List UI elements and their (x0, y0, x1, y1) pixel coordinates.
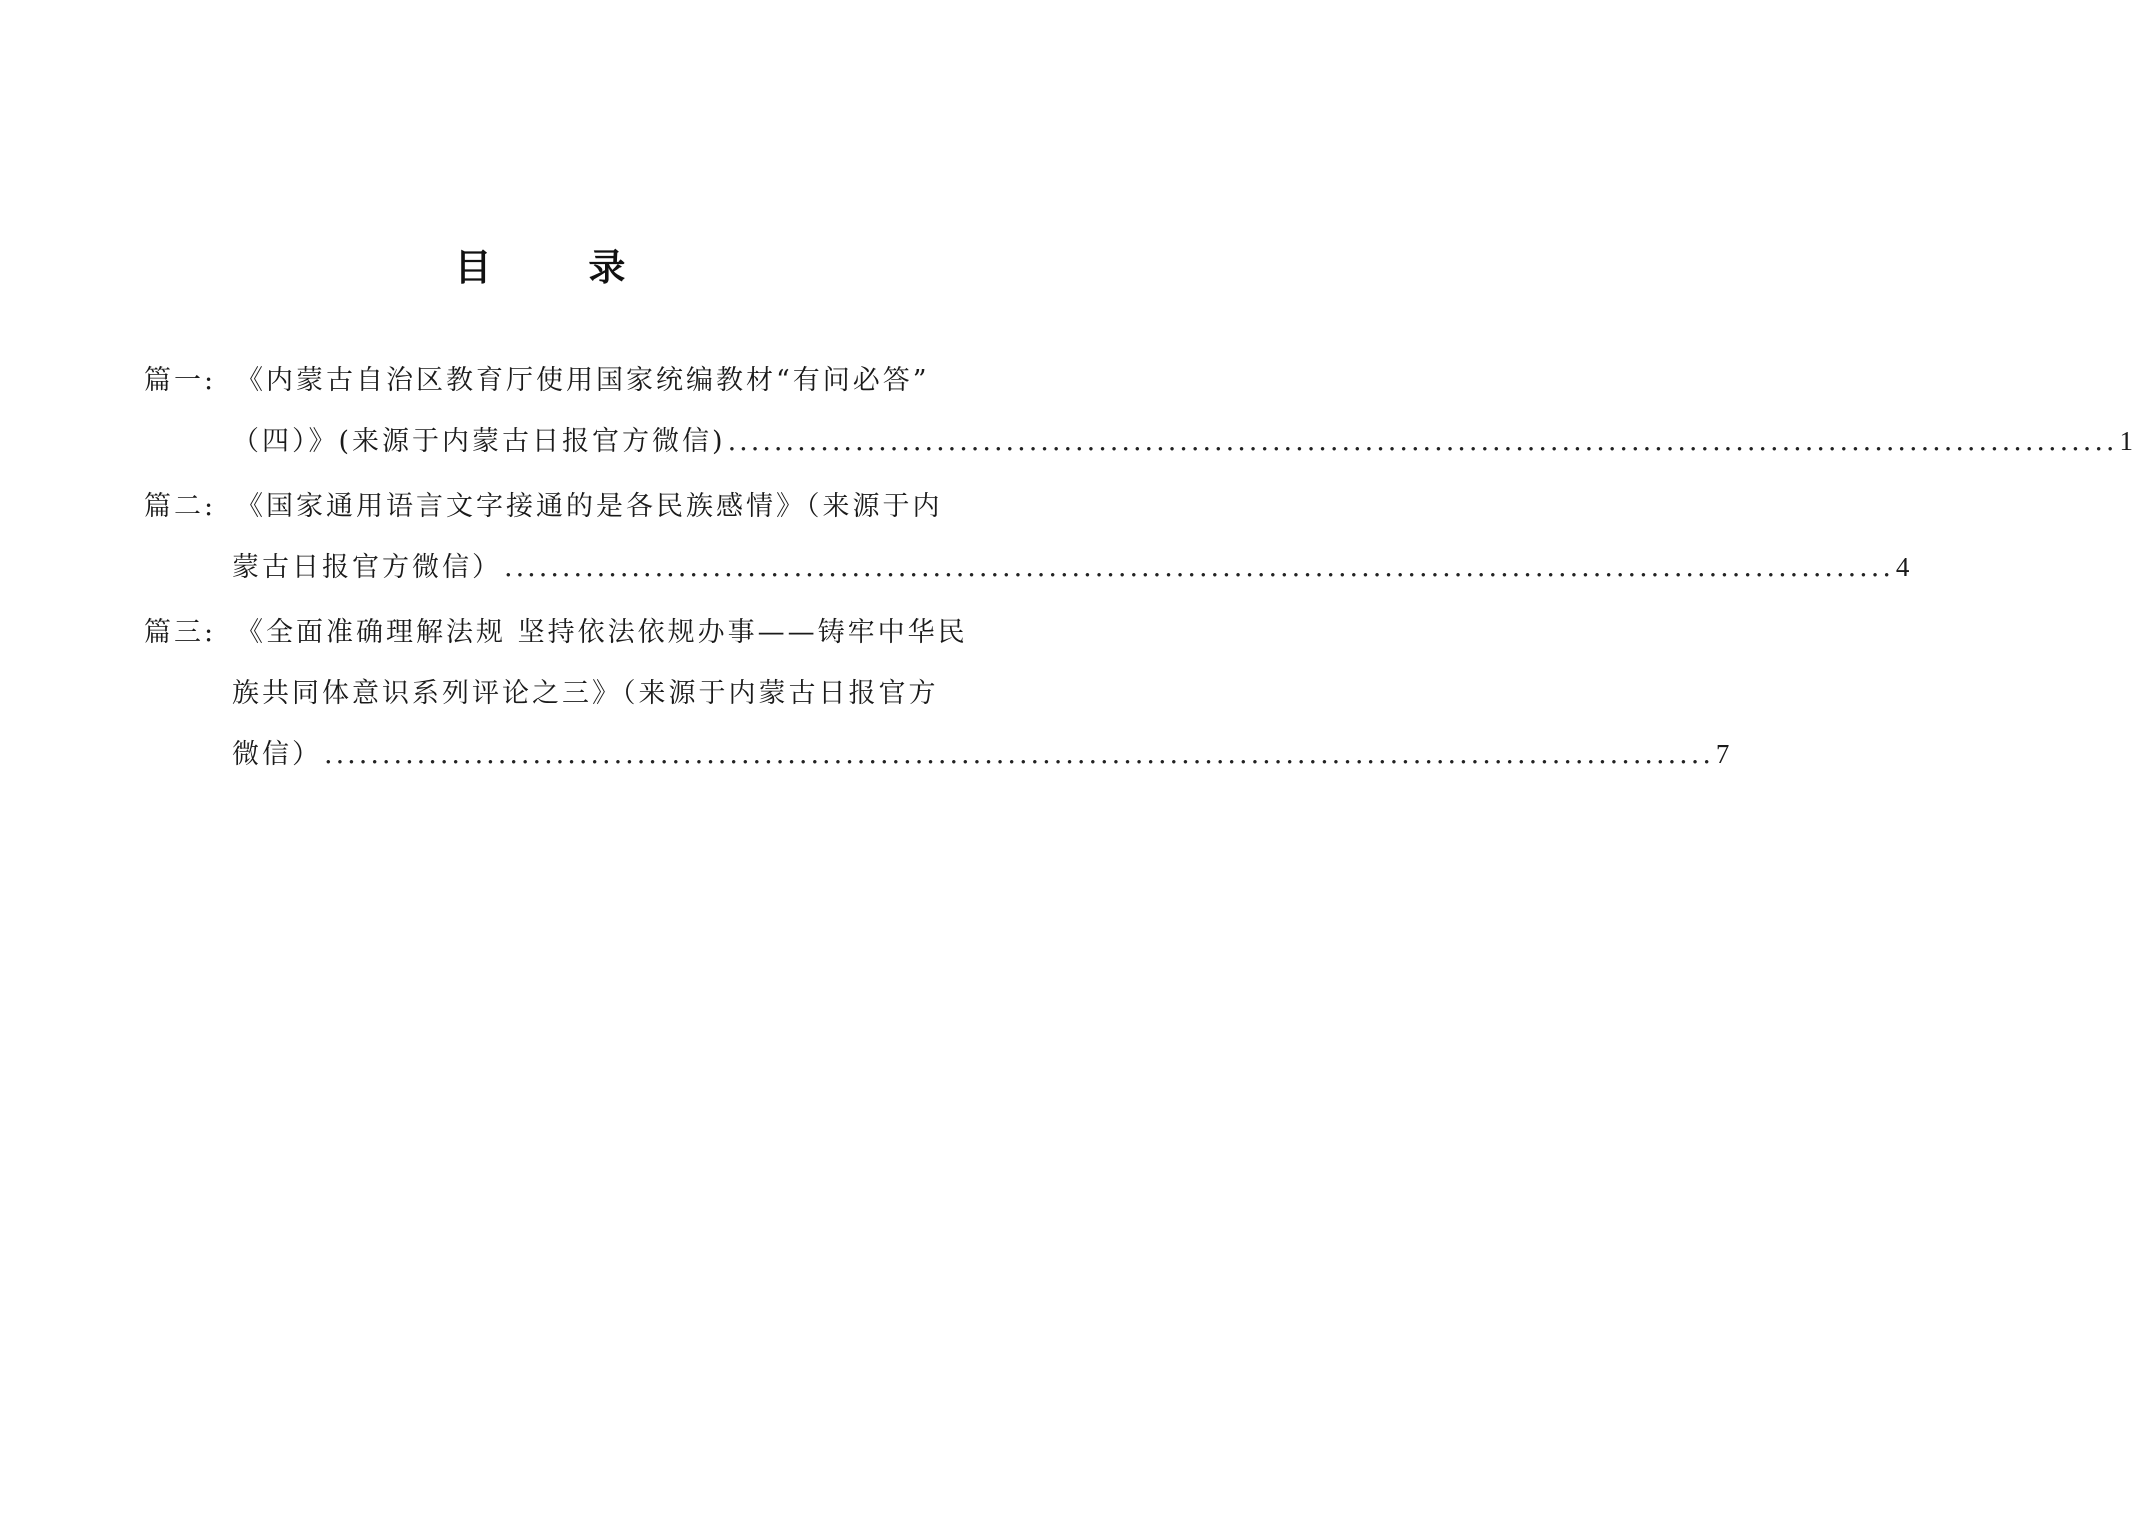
toc-entry-label: 篇三: (144, 617, 217, 648)
toc-entry-line (144, 663, 938, 724)
toc-entry[interactable] (144, 476, 1910, 598)
toc-entry-last-line (232, 537, 1910, 598)
toc-entry-line (144, 476, 943, 537)
toc-page-number: 1 (2119, 426, 2133, 456)
toc-title: 目 录 (454, 246, 668, 289)
toc-leader-dots: ........................................................................................................................ (324, 739, 1714, 770)
toc-leader-dots: ........................................................................................................................ (727, 426, 2118, 457)
toc-entry[interactable] (144, 350, 2133, 472)
toc-page-number: 4 (1895, 552, 1910, 582)
toc-entry-title-continued: 族共同体意识系列评论之三》（来源于内蒙古日报官方 (232, 678, 939, 709)
toc-entry-title-continued: （四）》(来源于内蒙古日报官方微信) (232, 426, 726, 457)
toc-entry-title-continued: 蒙古日报官方微信） (232, 552, 502, 583)
toc-entry-last-line (232, 724, 1730, 785)
toc-entry-line (144, 411, 2133, 472)
toc-entry-title-continued: 微信） (232, 739, 322, 770)
toc-leader-dots: ........................................................................................................................ (504, 552, 1894, 583)
toc-entry-line (144, 537, 1910, 598)
toc-entry-title: 《全面准确理解法规 坚持依法依规办事——铸牢中华民 (236, 617, 968, 648)
toc-entry-last-line (232, 411, 2133, 472)
toc-entry-line (144, 350, 938, 411)
toc-entry-title: 《国家通用语言文字接通的是各民族感情》（来源于内 (236, 491, 943, 522)
toc-entry-label: 篇二: (144, 491, 217, 522)
toc-entry-title: 《内蒙古自治区教育厅使用国家统编教材“有问必答” (236, 365, 930, 396)
toc-page-number: 7 (1715, 739, 1730, 769)
toc-entry-label: 篇一: (144, 365, 217, 396)
toc-entry-line (144, 602, 968, 663)
toc-entry-line (144, 724, 1730, 785)
toc-entry[interactable] (144, 602, 1730, 785)
